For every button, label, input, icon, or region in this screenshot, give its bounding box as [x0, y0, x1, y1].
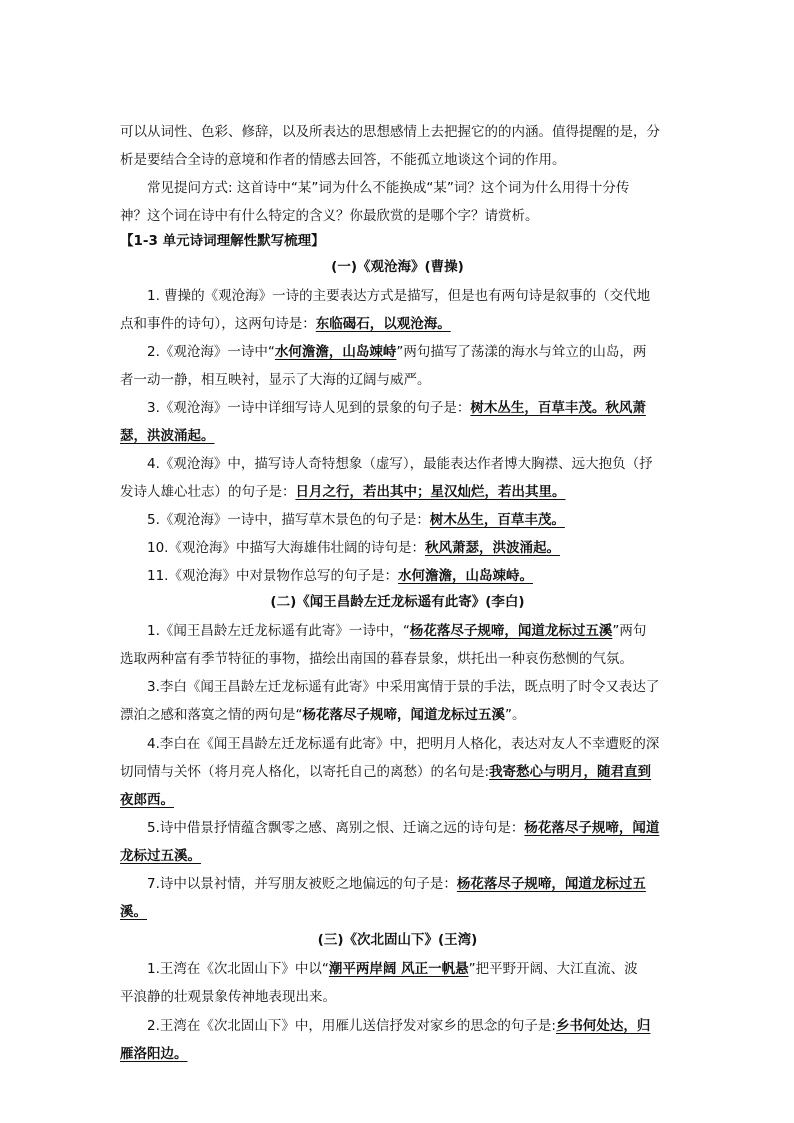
part1-q2-post: ”两句描写了荡漾的海水与耸立的山岛，两 [396, 344, 647, 360]
part2-q1-line1 [147, 617, 646, 645]
part1-q3-answer-1: 树木丛生，百草丰茂。秋风萧 [470, 400, 646, 416]
part1-q11-text: 11.《观沧海》中对景物作总写的句子是： [147, 568, 398, 584]
part2-q4-text: 切同情与关怀（将月亮人格化，以寄托自己的离愁）的名句是: [120, 764, 490, 780]
part1-q4-line1: 4.《观沧海》中，描写诗人奇特想象（虚写），最能表达作者博大胸襟、远大抱负（抒 [147, 456, 653, 472]
part2-q5-line2 [120, 842, 201, 870]
part2-q7-line2 [120, 898, 147, 926]
part3-q1-line2: 平浪静的壮观景象传神地表现出来。 [120, 989, 336, 1005]
intro-line-2: 析是要结合全诗的意境和作者的情感去回答，不能孤立地谈这个词的作用。 [120, 152, 566, 168]
part2-q3-line1: 3.李白《闻王昌龄左迁龙标遥有此寄》中采用寓情于景的手法，既点明了时令又表达了 [147, 679, 660, 695]
part1-q1-answer: 东临碣石，以观沧海。 [315, 316, 451, 332]
part1-title: (一)《观沧海》(曹操) [331, 259, 464, 275]
part1-q5 [147, 506, 565, 534]
part1-q3-line1 [147, 394, 646, 422]
part1-q11 [147, 562, 533, 590]
part2-q7-answer-1: 杨花落尽子规啼，闻道龙标过五 [456, 876, 646, 892]
part1-q3-line2 [120, 422, 215, 450]
part2-q3-line2 [120, 701, 526, 729]
part2-q7-text: 7.诗中以景衬情，并写朋友被贬之地偏远的句子是： [147, 876, 457, 892]
part2-q4-line2 [120, 758, 651, 786]
part1-q2-line2: 者一动一静，相互映衬，显示了大海的辽阔与威严。 [120, 372, 431, 388]
part2-q5-line1 [147, 814, 659, 842]
part1-q10-answer: 秋风萧瑟，洪波涌起。 [424, 540, 560, 556]
intro-line-3: 常见提问方式: 这首诗中“某”词为什么不能换成“某”词？这个词为什么用得十分传 [147, 180, 630, 196]
part2-q1-post: ”两句 [612, 623, 647, 639]
part1-q1-text: 点和事件的诗句），这两句诗是： [120, 316, 316, 332]
part1-q4-line2 [120, 478, 566, 506]
part2-q4-answer-2: 夜郎西。 [120, 792, 174, 808]
part2-q1-pre: 1.《闻王昌龄左迁龙标遥有此寄》一诗中，“ [147, 623, 410, 639]
part1-q10-text: 10.《观沧海》中描写大海雄伟壮阔的诗句是： [147, 540, 425, 556]
part1-q1-line2 [120, 310, 451, 338]
part2-q5-answer-1: 杨花落尽子规啼，闻道 [524, 820, 660, 836]
part2-q7-line1 [147, 870, 646, 898]
part1-q4-text: 发诗人雄心壮志）的句子是： [120, 484, 296, 500]
part1-q11-answer: 水何澹澹，山岛竦峙。 [397, 568, 533, 584]
part2-q1-line2: 选取两种富有季节特征的事物，描绘出南国的暮春景象，烘托出一种哀伤愁恻的气氛。 [120, 651, 633, 667]
part3-q1-pre: 1.王湾在《次北固山下》中以“ [147, 961, 329, 977]
part3-q2-line2 [120, 1040, 188, 1068]
intro-line-4: 神？这个词在诗中有什么特定的含义？你最欣赏的是哪个字？请赏析。 [120, 208, 539, 224]
part2-title: (二)《闻王昌龄左迁龙标遥有此寄》(李白) [270, 594, 525, 610]
part1-q4-answer: 日月之行，若出其中；星汉灿烂，若出其里。 [295, 484, 566, 500]
part2-q4-answer-1: 我寄愁心与明月，随君直到 [489, 764, 652, 780]
part2-q3-pre: 漂泊之感和落寞之情的两句是“ [120, 707, 303, 723]
part3-q1-line1 [147, 955, 638, 983]
part2-q3-answer: 杨花落尽子规啼，闻道龙标过五溪 [302, 707, 505, 723]
part1-q3-text: 3.《观沧海》一诗中详细写诗人见到的景象的句子是： [147, 400, 471, 416]
part1-q2-line1 [147, 338, 646, 366]
part1-q2-answer: 水何澹澹，山岛竦峙 [274, 344, 397, 360]
part1-q5-text: 5.《观沧海》一诗中，描写草木景色的句子是： [147, 512, 430, 528]
part1-q1-line1: 1. 曹操的《观沧海》一诗的主要表达方式是描写，但是也有两句诗是叙事的（交代地 [147, 288, 651, 304]
part2-q1-answer: 杨花落尽子规啼，闻道龙标过五溪 [409, 623, 613, 639]
part2-q7-answer-2: 溪。 [120, 904, 147, 920]
part2-q5-answer-2: 龙标过五溪。 [120, 848, 201, 864]
part2-q4-line3 [120, 786, 174, 814]
part2-q5-text: 5.诗中借景抒情蕴含飘零之感、离别之恨、迁谪之远的诗句是： [147, 820, 525, 836]
part3-q2-answer-1: 乡书何处达，归 [555, 1018, 651, 1034]
part2-q4-line1: 4.李白在《闻王昌龄左迁龙标遥有此寄》中，把明月人格化，表达对友人不幸遭贬的深 [147, 736, 660, 752]
part3-q2-line1 [147, 1012, 650, 1040]
part1-q10 [147, 534, 560, 562]
part1-q2-pre: 2.《观沧海》一诗中“ [147, 344, 275, 360]
part3-q1-answer: 潮平两岸阔 风正一帆悬 [328, 961, 469, 977]
part1-q5-answer: 树木丛生，百草丰茂。 [429, 512, 565, 528]
part3-q1-post: ”把平野开阔、大江直流、波 [468, 961, 638, 977]
part3-title: (三)《次北固山下》(王湾) [317, 932, 478, 948]
part3-q2-text: 2.王湾在《次北固山下》中，用雁儿送信抒发对家乡的思念的句子是: [147, 1018, 556, 1034]
part2-q3-post: ”。 [505, 707, 526, 723]
intro-line-1: 可以从词性、色彩、修辞，以及所表达的思想感情上去把握它的的内涵。值得提醒的是，分 [120, 124, 660, 140]
part1-q3-answer-2: 瑟，洪波涌起。 [120, 428, 215, 444]
section-title: 【1-3 单元诗词理解性默写梳理】 [120, 233, 325, 249]
part3-q2-answer-2: 雁洛阳边。 [120, 1046, 188, 1062]
